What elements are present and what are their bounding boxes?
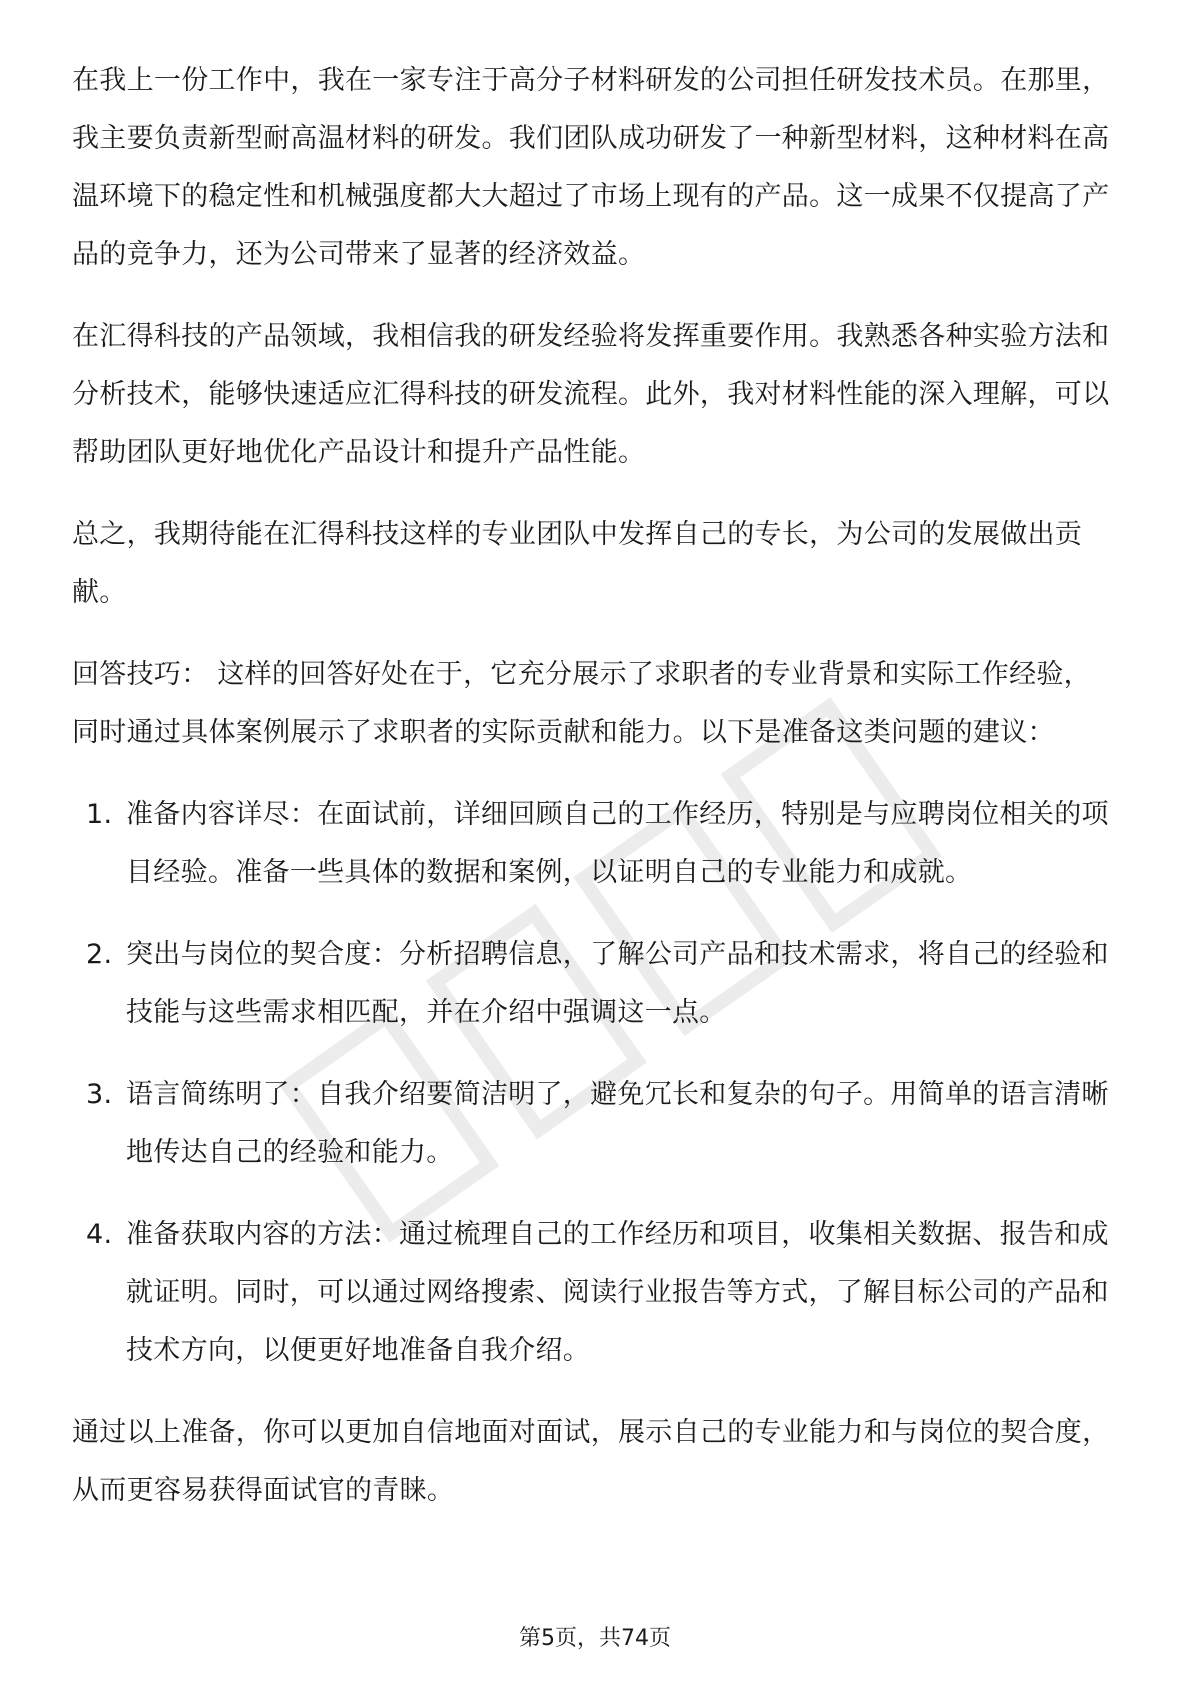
paragraph-product-field: 在汇得科技的产品领域，我相信我的研发经验将发挥重要作用。我熟悉各种实验方法和分析技术，能够快速适应汇得科技的研发流程。此外，我对材料性能的深入理解，可以帮助团队更好地优化产品设计和提升产品性能。 [72, 321, 1110, 468]
list-item-number: 3. [86, 1079, 113, 1110]
list-item-text: 准备内容详尽：在面试前，详细回顾自己的工作经历，特别是与应聘岗位相关的项目经验。准备一些具体的数据和案例，以证明自己的专业能力和成就。 [126, 799, 1109, 888]
paragraph-closing: 通过以上准备，你可以更加自信地面对面试，展示自己的专业能力和与岗位的契合度，从而更容易获得面试官的青睐。 [72, 1417, 1110, 1506]
list-item-text: 突出与岗位的契合度：分析招聘信息，了解公司产品和技术需求，将自己的经验和技能与这些需求相匹配，并在介绍中强调这一点。 [126, 939, 1109, 1028]
list-item-number: 2. [86, 939, 113, 970]
list-item-number: 4. [86, 1219, 113, 1250]
paragraph-answer-tips: 回答技巧： 这样的回答好处在于，它充分展示了求职者的专业背景和实际工作经验，同时通过具体案例展示了求职者的实际贡献和能力。以下是准备这类问题的建议： [72, 659, 1091, 748]
paragraph-work-experience: 在我上一份工作中，我在一家专注于高分子材料研发的公司担任研发技术员。在那里，我主要负责新型耐高温材料的研发。我们团队成功研发了一种新型材料，这种材料在高温环境下的稳定性和机械强度都大大超过了市场上现有的产品。这一成果不仅提高了产品的竞争力，还为公司带来了显著的经济效益。 [72, 65, 1110, 270]
list-item-text: 准备获取内容的方法：通过梳理自己的工作经历和项目，收集相关数据、报告和成就证明。同时，可以通过网络搜索、阅读行业报告等方式，了解目标公司的产品和技术方向，以便更好地准备自我介绍。 [126, 1219, 1109, 1366]
list-item [72, 926, 1118, 1042]
document-body [72, 52, 1118, 1544]
tips-list [72, 786, 1118, 1380]
list-item-number: 1. [86, 799, 113, 830]
list-item [72, 786, 1118, 902]
list-item [72, 1206, 1118, 1380]
paragraph-conclusion: 总之，我期待能在汇得科技这样的专业团队中发挥自己的专长，为公司的发展做出贡献。 [72, 519, 1083, 608]
list-item-text: 语言简练明了：自我介绍要简洁明了，避免冗长和复杂的句子。用简单的语言清晰地传达自己的经验和能力。 [126, 1079, 1109, 1168]
list-item [72, 1066, 1118, 1182]
page-footer: 第5页，共74页 [519, 1626, 671, 1651]
